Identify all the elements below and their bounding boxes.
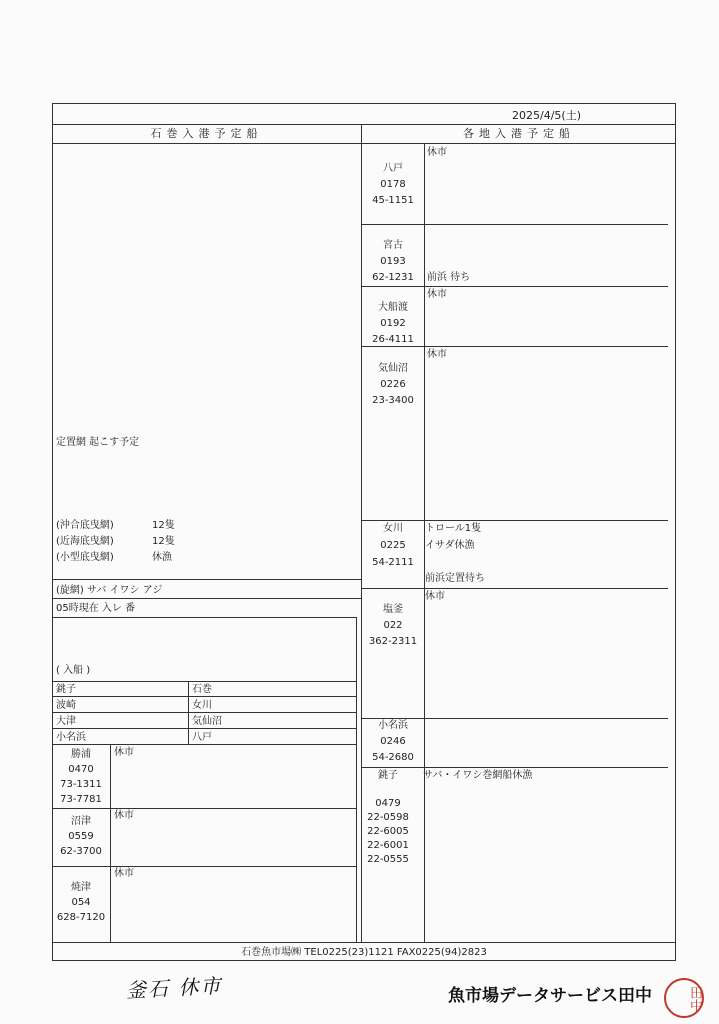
port-phone: 628-7120 (56, 912, 106, 923)
port-left: 大津 (56, 716, 76, 727)
port-note: イサダ休漁 (425, 540, 475, 551)
port-name: 気仙沼 (378, 363, 408, 374)
port-phone: 054 (71, 897, 91, 908)
port-right: 気仙沼 (192, 716, 222, 727)
footer-contact: 石巻魚市場㈱ TEL0225(23)1121 FAX0225(94)2823 (241, 947, 487, 958)
port-phone: 54-2680 (372, 752, 414, 763)
port-note: サバ・イワシ巻網船休漁 (423, 770, 533, 781)
handwritten-note: 釜石 休市 (125, 973, 223, 1003)
trawl-value: 12隻 (152, 520, 175, 531)
port-note: 前浜 待ち (427, 272, 471, 283)
port-note: 休市 (114, 747, 134, 758)
trawl-type: (小型底曳網) (56, 552, 114, 563)
port-phone: 62-3700 (60, 846, 102, 857)
port-phone: 62-1231 (372, 272, 414, 283)
port-phone: 22-6005 (367, 826, 409, 837)
port-phone: 73-1311 (60, 779, 102, 790)
ishinomaki-title: 石巻入港予定船 (150, 127, 263, 140)
port-name: 銚子 (378, 770, 398, 781)
port-note: トロール1隻 (425, 523, 482, 534)
trawl-value: 12隻 (152, 536, 175, 547)
port-phone: 0246 (380, 736, 406, 747)
kakuchi-title: 各地入港予定船 (463, 127, 575, 140)
port-name: 大船渡 (378, 302, 408, 313)
port-note: 休市 (114, 868, 134, 879)
port-name: 小名浜 (378, 720, 408, 731)
port-phone: 54-2111 (372, 557, 414, 568)
stamp-text: 魚市場データサービス田中 (448, 986, 652, 1006)
nyusen-label: ( 入船 ) (56, 665, 91, 676)
port-left: 小名浜 (56, 732, 86, 743)
port-phone: 0225 (380, 540, 406, 551)
report-date: 2025/4/5(土) (512, 109, 581, 122)
port-right: 八戸 (192, 732, 212, 743)
port-left: 銚子 (56, 684, 76, 695)
port-phone: 0479 (375, 798, 401, 809)
port-note: 休市 (425, 591, 445, 602)
port-phone: 23-3400 (372, 395, 414, 406)
port-name: 女川 (383, 523, 403, 534)
port-phone: 0470 (68, 764, 94, 775)
port-phone: 0193 (380, 256, 406, 267)
seal-icon (664, 978, 704, 1018)
port-phone: 0226 (380, 379, 406, 390)
port-note: 休市 (427, 147, 447, 158)
trawl-type: (沖合底曳網) (56, 520, 114, 531)
port-phone: 0192 (380, 318, 406, 329)
port-phone: 22-0555 (367, 854, 409, 865)
trawl-type: (近海底曳網) (56, 536, 114, 547)
current-status: 05時現在 入レ 番 (56, 603, 136, 614)
port-name: 塩釜 (383, 604, 403, 615)
seal-text: 田中 (687, 986, 702, 1012)
port-note: 前浜定置待ち (425, 573, 485, 584)
port-phone: 26-4111 (372, 334, 414, 345)
port-phone: 45-1151 (372, 195, 414, 206)
port-name: 沼津 (71, 816, 91, 827)
port-name: 八戸 (383, 163, 403, 174)
port-note: 休市 (427, 289, 447, 300)
port-right: 女川 (192, 700, 212, 711)
port-note: 休市 (427, 349, 447, 360)
teichi-note: 定置網 起こす予定 (56, 437, 140, 448)
port-note: 休市 (114, 810, 134, 821)
port-phone: 22-6001 (367, 840, 409, 851)
port-phone: 22-0598 (367, 812, 409, 823)
port-phone: 0559 (68, 831, 94, 842)
port-name: 勝浦 (71, 749, 91, 760)
port-right: 石巻 (192, 684, 212, 695)
port-name: 宮古 (383, 240, 403, 251)
port-name: 焼津 (71, 882, 91, 893)
port-left: 波崎 (56, 700, 76, 711)
port-phone: 73-7781 (60, 794, 102, 805)
port-phone: 362-2311 (368, 636, 418, 647)
port-phone: 022 (383, 620, 403, 631)
trawl-value: 休漁 (152, 552, 172, 563)
port-phone: 0178 (380, 179, 406, 190)
makiami-row: (旋網) サバ イワシ アジ (56, 585, 163, 596)
